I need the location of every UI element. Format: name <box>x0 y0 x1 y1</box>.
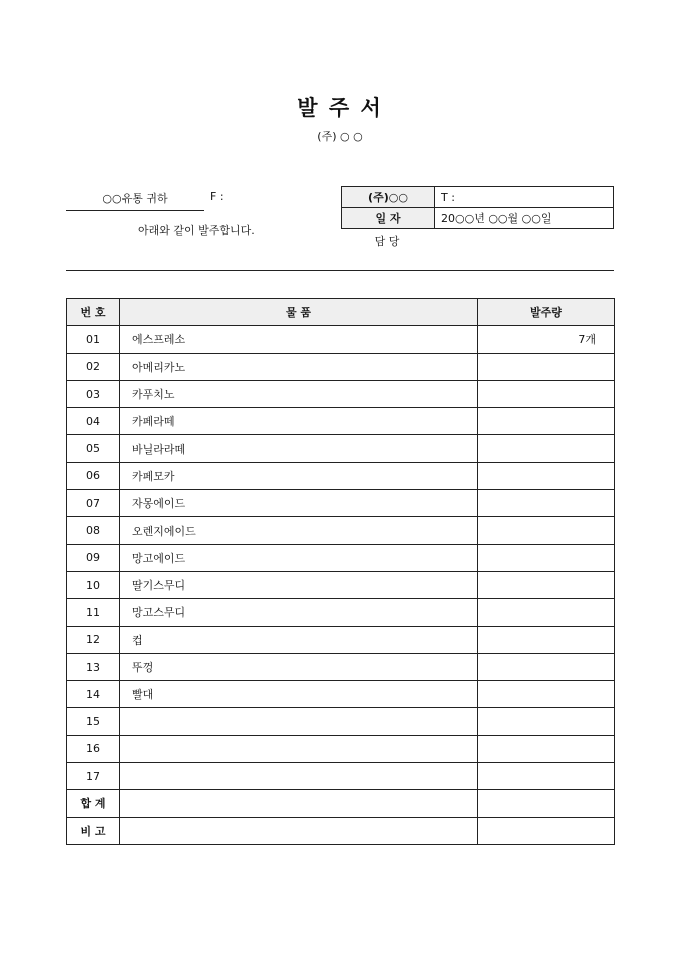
row-quantity: 7개 <box>478 326 615 353</box>
row-quantity <box>478 626 615 653</box>
row-quantity <box>478 599 615 626</box>
table-row <box>67 353 615 380</box>
col-header-item: 물 품 <box>120 299 478 326</box>
row-number: 12 <box>67 626 120 653</box>
col-header-no: 번 호 <box>67 299 120 326</box>
row-quantity <box>478 544 615 571</box>
company-subtitle: (주) ○ ○ <box>317 130 363 143</box>
row-number: 16 <box>67 735 120 762</box>
row-item: 망고스무디 <box>120 599 478 626</box>
table-row <box>67 626 615 653</box>
total-item-cell <box>120 790 478 817</box>
remarks-item-cell <box>120 817 478 844</box>
row-quantity <box>478 653 615 680</box>
date-label: 일 자 <box>342 208 435 229</box>
row-quantity <box>478 462 615 489</box>
row-item: 망고에이드 <box>120 544 478 571</box>
row-number: 15 <box>67 708 120 735</box>
row-item: 딸기스무디 <box>120 571 478 598</box>
row-item: 빨대 <box>120 681 478 708</box>
row-quantity <box>478 571 615 598</box>
sender-info-table <box>341 186 614 229</box>
row-item: 오렌지에이드 <box>120 517 478 544</box>
divider <box>66 270 614 271</box>
col-header-qty: 발주량 <box>478 299 615 326</box>
row-quantity <box>478 435 615 462</box>
intro-text: 아래와 같이 발주합니다. <box>138 224 255 237</box>
remarks-label: 비 고 <box>67 817 120 844</box>
row-number: 02 <box>67 353 120 380</box>
recipient: ○○유통 귀하 <box>66 190 204 211</box>
table-row <box>67 735 615 762</box>
total-row <box>67 790 615 817</box>
row-number: 06 <box>67 462 120 489</box>
remarks-row <box>67 817 615 844</box>
table-row <box>67 708 615 735</box>
row-item: 자몽에이드 <box>120 490 478 517</box>
table-header-row <box>67 299 615 326</box>
date-value: 20○○년 ○○월 ○○일 <box>435 208 614 229</box>
table-row <box>67 763 615 790</box>
total-qty-cell <box>478 790 615 817</box>
row-quantity <box>478 353 615 380</box>
row-number: 05 <box>67 435 120 462</box>
table-row <box>67 326 615 353</box>
row-number: 10 <box>67 571 120 598</box>
row-quantity <box>478 681 615 708</box>
table-row <box>67 435 615 462</box>
row-item <box>120 708 478 735</box>
remarks-qty-cell <box>478 817 615 844</box>
row-item: 카푸치노 <box>120 380 478 407</box>
date-row <box>342 208 614 229</box>
row-item: 컵 <box>120 626 478 653</box>
table-row <box>67 490 615 517</box>
row-number: 17 <box>67 763 120 790</box>
table-row <box>67 462 615 489</box>
item-rows <box>67 326 615 790</box>
row-number: 03 <box>67 380 120 407</box>
row-quantity <box>478 735 615 762</box>
table-row <box>67 599 615 626</box>
row-number: 07 <box>67 490 120 517</box>
row-number: 14 <box>67 681 120 708</box>
row-quantity <box>478 517 615 544</box>
row-quantity <box>478 708 615 735</box>
row-number: 04 <box>67 408 120 435</box>
table-row <box>67 681 615 708</box>
fax-label: F : <box>210 190 224 203</box>
table-row <box>67 571 615 598</box>
row-item: 아메리카노 <box>120 353 478 380</box>
row-item: 카페라떼 <box>120 408 478 435</box>
order-items-table <box>66 298 615 845</box>
row-number: 08 <box>67 517 120 544</box>
row-item: 뚜껑 <box>120 653 478 680</box>
total-label: 합 계 <box>67 790 120 817</box>
row-item <box>120 763 478 790</box>
manager-label: 담 당 <box>374 235 400 248</box>
company-label: (주)○○ <box>342 187 435 208</box>
row-quantity <box>478 380 615 407</box>
document-title: 발 주 서 <box>297 96 383 120</box>
row-number: 09 <box>67 544 120 571</box>
table-row <box>67 544 615 571</box>
company-row <box>342 187 614 208</box>
row-item <box>120 735 478 762</box>
table-row <box>67 380 615 407</box>
row-number: 13 <box>67 653 120 680</box>
tel-label: T : <box>435 187 614 208</box>
table-row <box>67 517 615 544</box>
table-row <box>67 653 615 680</box>
row-quantity <box>478 408 615 435</box>
row-quantity <box>478 763 615 790</box>
row-number: 01 <box>67 326 120 353</box>
row-quantity <box>478 490 615 517</box>
row-number: 11 <box>67 599 120 626</box>
row-item: 에스프레소 <box>120 326 478 353</box>
row-item: 카페모카 <box>120 462 478 489</box>
row-item: 바닐라라떼 <box>120 435 478 462</box>
table-row <box>67 408 615 435</box>
